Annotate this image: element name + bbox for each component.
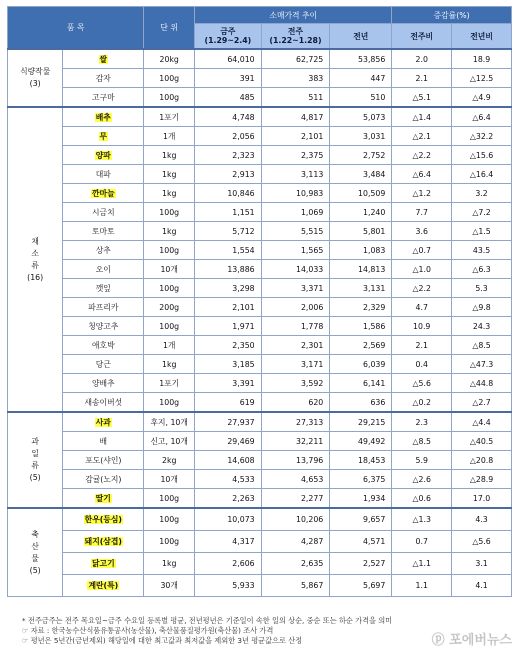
table-row xyxy=(8,241,512,260)
item-name-cell xyxy=(63,49,144,69)
last-week-price: 4,817 xyxy=(261,107,330,127)
item-name-cell xyxy=(63,470,144,489)
table-row xyxy=(8,432,512,451)
item-name: 고구마 xyxy=(92,92,115,102)
this-week-price: 619 xyxy=(195,393,261,413)
last-year-price: 3,484 xyxy=(330,165,392,184)
this-week-price: 5,712 xyxy=(195,222,261,241)
last-week-price: 27,313 xyxy=(261,412,330,432)
table-row xyxy=(8,260,512,279)
change-vs-last-week: △5.6 xyxy=(392,374,452,393)
change-vs-last-year: △4.4 xyxy=(452,412,512,432)
table-row xyxy=(8,88,512,108)
last-year-price: 18,453 xyxy=(330,451,392,470)
this-week-price: 1,554 xyxy=(195,241,261,260)
item-name: 깻잎 xyxy=(95,283,111,293)
item-name: 시금치 xyxy=(92,207,115,217)
last-year-price: 5,697 xyxy=(330,575,392,597)
change-vs-last-week: 5.9 xyxy=(392,451,452,470)
last-week-price: 4,653 xyxy=(261,470,330,489)
change-vs-last-week: 4.7 xyxy=(392,298,452,317)
table-row xyxy=(8,393,512,413)
change-vs-last-week: 2.1 xyxy=(392,336,452,355)
table-row xyxy=(8,222,512,241)
this-week-price: 2,056 xyxy=(195,127,261,146)
unit-cell: 1kg xyxy=(144,165,195,184)
unit-cell: 100g xyxy=(144,393,195,413)
item-name-cell xyxy=(63,69,144,88)
this-week-price: 2,350 xyxy=(195,336,261,355)
item-name: 닭고기 xyxy=(92,559,115,568)
item-name-cell xyxy=(63,575,144,597)
last-week-price: 3,171 xyxy=(261,355,330,374)
last-week-price: 2,635 xyxy=(261,553,330,575)
category-name: 식량작물 xyxy=(20,67,51,76)
header-last-week xyxy=(261,24,330,50)
change-vs-last-week: 3.6 xyxy=(392,222,452,241)
change-vs-last-week: △1.3 xyxy=(392,508,452,531)
table-row xyxy=(8,489,512,509)
change-vs-last-year: 43.5 xyxy=(452,241,512,260)
change-vs-last-year: △47.3 xyxy=(452,355,512,374)
last-year-price: 1,586 xyxy=(330,317,392,336)
header-category: 품 목 xyxy=(8,7,144,50)
last-week-range: (1.22~1.28) xyxy=(269,36,322,45)
item-name-cell xyxy=(63,241,144,260)
change-vs-last-week: △6.4 xyxy=(392,165,452,184)
item-name-cell xyxy=(63,317,144,336)
item-name: 딸기 xyxy=(95,493,111,503)
change-vs-last-year: 4.1 xyxy=(452,575,512,597)
this-week-price: 391 xyxy=(195,69,261,88)
item-name: 배추 xyxy=(95,112,111,122)
last-year-price: 14,813 xyxy=(330,260,392,279)
unit-cell: 100g xyxy=(144,489,195,509)
this-week-price: 5,933 xyxy=(195,575,261,597)
last-year-price: 6,039 xyxy=(330,355,392,374)
item-name: 당근 xyxy=(95,359,111,369)
table-row xyxy=(8,355,512,374)
change-vs-last-year: △5.6 xyxy=(452,531,512,553)
item-name-cell xyxy=(63,127,144,146)
change-vs-last-week: △1.0 xyxy=(392,260,452,279)
table-row xyxy=(8,203,512,222)
unit-cell: 1kg xyxy=(144,146,195,165)
change-vs-last-year: △28.9 xyxy=(452,470,512,489)
header-retail-trend: 소매가격 추이 xyxy=(195,7,392,24)
last-year-price: 4,571 xyxy=(330,531,392,553)
table-row xyxy=(8,470,512,489)
last-week-price: 14,033 xyxy=(261,260,330,279)
item-name: 오이 xyxy=(95,264,111,274)
this-week-range: (1.29~2.4) xyxy=(204,36,252,45)
category-name: 과 일 류 xyxy=(31,437,39,470)
header-change-rate: 증감률(%) xyxy=(392,7,512,24)
last-year-price: 447 xyxy=(330,69,392,88)
last-week-price: 5,867 xyxy=(261,575,330,597)
change-vs-last-year: △1.5 xyxy=(452,222,512,241)
unit-cell: 100g xyxy=(144,69,195,88)
this-week-price: 27,937 xyxy=(195,412,261,432)
item-name-cell xyxy=(63,260,144,279)
item-name-cell xyxy=(63,355,144,374)
change-vs-last-week: 0.7 xyxy=(392,531,452,553)
table-row xyxy=(8,336,512,355)
unit-cell: 후지, 10개 xyxy=(144,412,195,432)
table-row xyxy=(8,451,512,470)
item-name: 감귤(노지) xyxy=(85,474,122,484)
last-week-price: 511 xyxy=(261,88,330,108)
this-week-price: 10,073 xyxy=(195,508,261,531)
item-name-cell xyxy=(63,88,144,108)
change-vs-last-year: 3.1 xyxy=(452,553,512,575)
change-vs-last-year: △32.2 xyxy=(452,127,512,146)
change-vs-last-week: △1.2 xyxy=(392,184,452,203)
last-year-price: 5,073 xyxy=(330,107,392,127)
change-vs-last-week: △1.4 xyxy=(392,107,452,127)
change-vs-last-week: △5.1 xyxy=(392,88,452,108)
price-table xyxy=(7,6,512,597)
last-week-price: 5,515 xyxy=(261,222,330,241)
change-vs-last-week: △0.2 xyxy=(392,393,452,413)
change-vs-last-year: △8.5 xyxy=(452,336,512,355)
category-cell xyxy=(8,508,63,597)
change-vs-last-week: △2.1 xyxy=(392,127,452,146)
last-week-price: 2,375 xyxy=(261,146,330,165)
last-year-price: 53,856 xyxy=(330,49,392,69)
change-vs-last-week: △1.1 xyxy=(392,553,452,575)
this-week-price: 2,606 xyxy=(195,553,261,575)
header-this-week xyxy=(195,24,261,50)
this-week-price: 4,748 xyxy=(195,107,261,127)
last-year-price: 2,329 xyxy=(330,298,392,317)
table-row xyxy=(8,298,512,317)
item-name-cell xyxy=(63,146,144,165)
change-vs-last-year: △2.7 xyxy=(452,393,512,413)
item-name: 상추 xyxy=(95,245,111,255)
item-name-cell xyxy=(63,393,144,413)
change-vs-last-year: △6.4 xyxy=(452,107,512,127)
footnote-1: * 전주금주는 전주 목요일~금주 수요일 등록별 평균, 전년평년은 기준일이 속한 일의 상순, 중순 또는 하순 가격을 의미 xyxy=(22,616,393,625)
change-vs-last-year: △12.5 xyxy=(452,69,512,88)
unit-cell: 1포기 xyxy=(144,107,195,127)
change-vs-last-week: 2.0 xyxy=(392,49,452,69)
change-vs-last-week: △0.6 xyxy=(392,489,452,509)
change-vs-last-year: △44.8 xyxy=(452,374,512,393)
last-week-price: 32,211 xyxy=(261,432,330,451)
unit-cell: 1개 xyxy=(144,336,195,355)
this-week-price: 14,608 xyxy=(195,451,261,470)
last-week-price: 62,725 xyxy=(261,49,330,69)
item-name: 청양고추 xyxy=(88,321,119,331)
last-year-price: 49,492 xyxy=(330,432,392,451)
item-name-cell xyxy=(63,107,144,127)
last-week-price: 1,565 xyxy=(261,241,330,260)
change-vs-last-year: 4.3 xyxy=(452,508,512,531)
last-week-price: 1,069 xyxy=(261,203,330,222)
table-row xyxy=(8,49,512,69)
item-name: 계란(특) xyxy=(88,581,119,590)
change-vs-last-week: 2.3 xyxy=(392,412,452,432)
watermark-logo: ⓟ 포에버뉴스 xyxy=(431,633,512,648)
last-week-price: 2,277 xyxy=(261,489,330,509)
change-vs-last-year: △15.6 xyxy=(452,146,512,165)
table-row xyxy=(8,69,512,88)
last-week-price: 1,778 xyxy=(261,317,330,336)
item-name-cell xyxy=(63,279,144,298)
item-name: 포도(샤인) xyxy=(85,455,122,465)
last-year-price: 6,141 xyxy=(330,374,392,393)
last-year-price: 5,801 xyxy=(330,222,392,241)
last-week-price: 2,006 xyxy=(261,298,330,317)
item-name-cell xyxy=(63,203,144,222)
last-year-price: 2,752 xyxy=(330,146,392,165)
item-name-cell xyxy=(63,451,144,470)
last-year-price: 3,031 xyxy=(330,127,392,146)
header-unit: 단 위 xyxy=(144,7,195,50)
category-count: (5) xyxy=(29,473,41,482)
this-week-price: 29,469 xyxy=(195,432,261,451)
last-year-price: 6,375 xyxy=(330,470,392,489)
table-row xyxy=(8,127,512,146)
unit-cell: 100g xyxy=(144,241,195,260)
change-vs-last-year: △40.5 xyxy=(452,432,512,451)
item-name-cell xyxy=(63,222,144,241)
change-vs-last-week: △2.6 xyxy=(392,470,452,489)
table-row xyxy=(8,165,512,184)
item-name: 쌀 xyxy=(99,54,108,64)
last-year-price: 1,934 xyxy=(330,489,392,509)
unit-cell: 1개 xyxy=(144,127,195,146)
this-week-label: 금주 xyxy=(220,27,236,36)
change-vs-last-week: 10.9 xyxy=(392,317,452,336)
last-week-price: 3,592 xyxy=(261,374,330,393)
table-row xyxy=(8,184,512,203)
unit-cell: 1kg xyxy=(144,222,195,241)
last-year-price: 510 xyxy=(330,88,392,108)
item-name-cell xyxy=(63,432,144,451)
header-vs-last-week: 전주비 xyxy=(392,24,452,50)
category-name: 축 산 물 xyxy=(31,529,39,563)
item-name-cell xyxy=(63,531,144,553)
table-row xyxy=(8,412,512,432)
item-name: 토마토 xyxy=(92,226,115,236)
item-name: 사과 xyxy=(95,417,111,427)
change-vs-last-year: △9.8 xyxy=(452,298,512,317)
last-week-price: 3,371 xyxy=(261,279,330,298)
category-count: (3) xyxy=(29,79,41,88)
change-vs-last-week: △0.7 xyxy=(392,241,452,260)
item-name: 감자 xyxy=(95,73,111,83)
table-row xyxy=(8,508,512,531)
item-name-cell xyxy=(63,374,144,393)
this-week-price: 64,010 xyxy=(195,49,261,69)
last-year-price: 2,527 xyxy=(330,553,392,575)
this-week-price: 4,533 xyxy=(195,470,261,489)
change-vs-last-week: 2.1 xyxy=(392,69,452,88)
last-year-price: 636 xyxy=(330,393,392,413)
price-table-container xyxy=(7,6,512,597)
item-name: 새송이버섯 xyxy=(84,397,123,407)
last-year-price: 9,657 xyxy=(330,508,392,531)
this-week-price: 2,101 xyxy=(195,298,261,317)
this-week-price: 2,263 xyxy=(195,489,261,509)
table-row xyxy=(8,575,512,597)
change-vs-last-year: △4.9 xyxy=(452,88,512,108)
this-week-price: 3,185 xyxy=(195,355,261,374)
item-name-cell xyxy=(63,336,144,355)
this-week-price: 485 xyxy=(195,88,261,108)
header-last-year: 전년 xyxy=(330,24,392,50)
unit-cell: 신고, 10개 xyxy=(144,432,195,451)
this-week-price: 2,323 xyxy=(195,146,261,165)
this-week-price: 10,846 xyxy=(195,184,261,203)
item-name-cell xyxy=(63,553,144,575)
table-row xyxy=(8,553,512,575)
this-week-price: 3,298 xyxy=(195,279,261,298)
last-week-price: 13,796 xyxy=(261,451,330,470)
last-week-price: 383 xyxy=(261,69,330,88)
last-year-price: 2,569 xyxy=(330,336,392,355)
category-cell xyxy=(8,107,63,412)
item-name: 배 xyxy=(99,436,108,446)
change-vs-last-week: △2.2 xyxy=(392,279,452,298)
category-name: 채 소 류 xyxy=(31,236,39,270)
unit-cell: 30개 xyxy=(144,575,195,597)
change-vs-last-year: 17.0 xyxy=(452,489,512,509)
category-cell xyxy=(8,412,63,508)
this-week-price: 1,971 xyxy=(195,317,261,336)
change-vs-last-year: △6.3 xyxy=(452,260,512,279)
change-vs-last-year: 3.2 xyxy=(452,184,512,203)
change-vs-last-week: △2.2 xyxy=(392,146,452,165)
unit-cell: 10개 xyxy=(144,260,195,279)
change-vs-last-week: △8.5 xyxy=(392,432,452,451)
unit-cell: 100g xyxy=(144,531,195,553)
table-row xyxy=(8,146,512,165)
last-week-price: 2,301 xyxy=(261,336,330,355)
unit-cell: 1포기 xyxy=(144,374,195,393)
unit-cell: 1kg xyxy=(144,355,195,374)
item-name: 무 xyxy=(99,131,108,141)
table-row xyxy=(8,107,512,127)
unit-cell: 100g xyxy=(144,203,195,222)
unit-cell: 100g xyxy=(144,508,195,531)
change-vs-last-week: 7.7 xyxy=(392,203,452,222)
item-name: 깐마늘 xyxy=(92,188,115,198)
table-row xyxy=(8,374,512,393)
unit-cell: 100g xyxy=(144,88,195,108)
unit-cell: 200g xyxy=(144,298,195,317)
footnote-3: ☞ 평년은 5년간(금년제외) 해당일에 대한 최고값과 최저값을 제외한 3년 평균값으로 산정 xyxy=(22,636,303,645)
item-name: 양파 xyxy=(95,150,111,160)
last-week-label: 전주 xyxy=(287,27,303,36)
unit-cell: 100g xyxy=(144,317,195,336)
change-vs-last-week: 0.4 xyxy=(392,355,452,374)
table-row xyxy=(8,279,512,298)
last-week-price: 2,101 xyxy=(261,127,330,146)
unit-cell: 10개 xyxy=(144,470,195,489)
item-name: 돼지(삼겹) xyxy=(84,537,122,546)
item-name-cell xyxy=(63,165,144,184)
item-name-cell xyxy=(63,412,144,432)
change-vs-last-year: 24.3 xyxy=(452,317,512,336)
unit-cell: 1kg xyxy=(144,553,195,575)
change-vs-last-year: 18.9 xyxy=(452,49,512,69)
category-cell xyxy=(8,49,63,107)
change-vs-last-week: 1.1 xyxy=(392,575,452,597)
item-name: 한우(등심) xyxy=(84,515,122,524)
unit-cell: 100g xyxy=(144,279,195,298)
item-name: 양배추 xyxy=(92,378,115,388)
change-vs-last-year: △20.8 xyxy=(452,451,512,470)
last-week-price: 3,113 xyxy=(261,165,330,184)
item-name: 파프리카 xyxy=(88,302,119,312)
this-week-price: 13,886 xyxy=(195,260,261,279)
last-year-price: 3,131 xyxy=(330,279,392,298)
last-week-price: 620 xyxy=(261,393,330,413)
this-week-price: 1,151 xyxy=(195,203,261,222)
category-count: (5) xyxy=(29,565,41,575)
price-table-body xyxy=(8,49,512,597)
last-week-price: 10,983 xyxy=(261,184,330,203)
table-row xyxy=(8,531,512,553)
this-week-price: 2,913 xyxy=(195,165,261,184)
item-name: 애호박 xyxy=(92,340,115,350)
change-vs-last-year: △7.2 xyxy=(452,203,512,222)
header-vs-last-year: 전년비 xyxy=(452,24,512,50)
this-week-price: 3,391 xyxy=(195,374,261,393)
this-week-price: 4,317 xyxy=(195,531,261,553)
last-week-price: 4,287 xyxy=(261,531,330,553)
last-year-price: 1,240 xyxy=(330,203,392,222)
last-year-price: 10,509 xyxy=(330,184,392,203)
item-name-cell xyxy=(63,508,144,531)
unit-cell: 1kg xyxy=(144,184,195,203)
change-vs-last-year: 5.3 xyxy=(452,279,512,298)
footnote-2: ☞ 자료 : 한국농수산식품유통공사(농산물), 축산물품질평가원(축산물) 조사 가격 xyxy=(22,626,274,635)
last-year-price: 29,215 xyxy=(330,412,392,432)
footnotes xyxy=(22,616,392,646)
last-year-price: 1,083 xyxy=(330,241,392,260)
unit-cell: 2kg xyxy=(144,451,195,470)
category-count: (16) xyxy=(27,272,44,282)
change-vs-last-year: △16.4 xyxy=(452,165,512,184)
item-name-cell xyxy=(63,298,144,317)
item-name-cell xyxy=(63,489,144,509)
table-row xyxy=(8,317,512,336)
unit-cell: 20kg xyxy=(144,49,195,69)
item-name: 대파 xyxy=(95,169,111,179)
item-name-cell xyxy=(63,184,144,203)
last-week-price: 10,206 xyxy=(261,508,330,531)
